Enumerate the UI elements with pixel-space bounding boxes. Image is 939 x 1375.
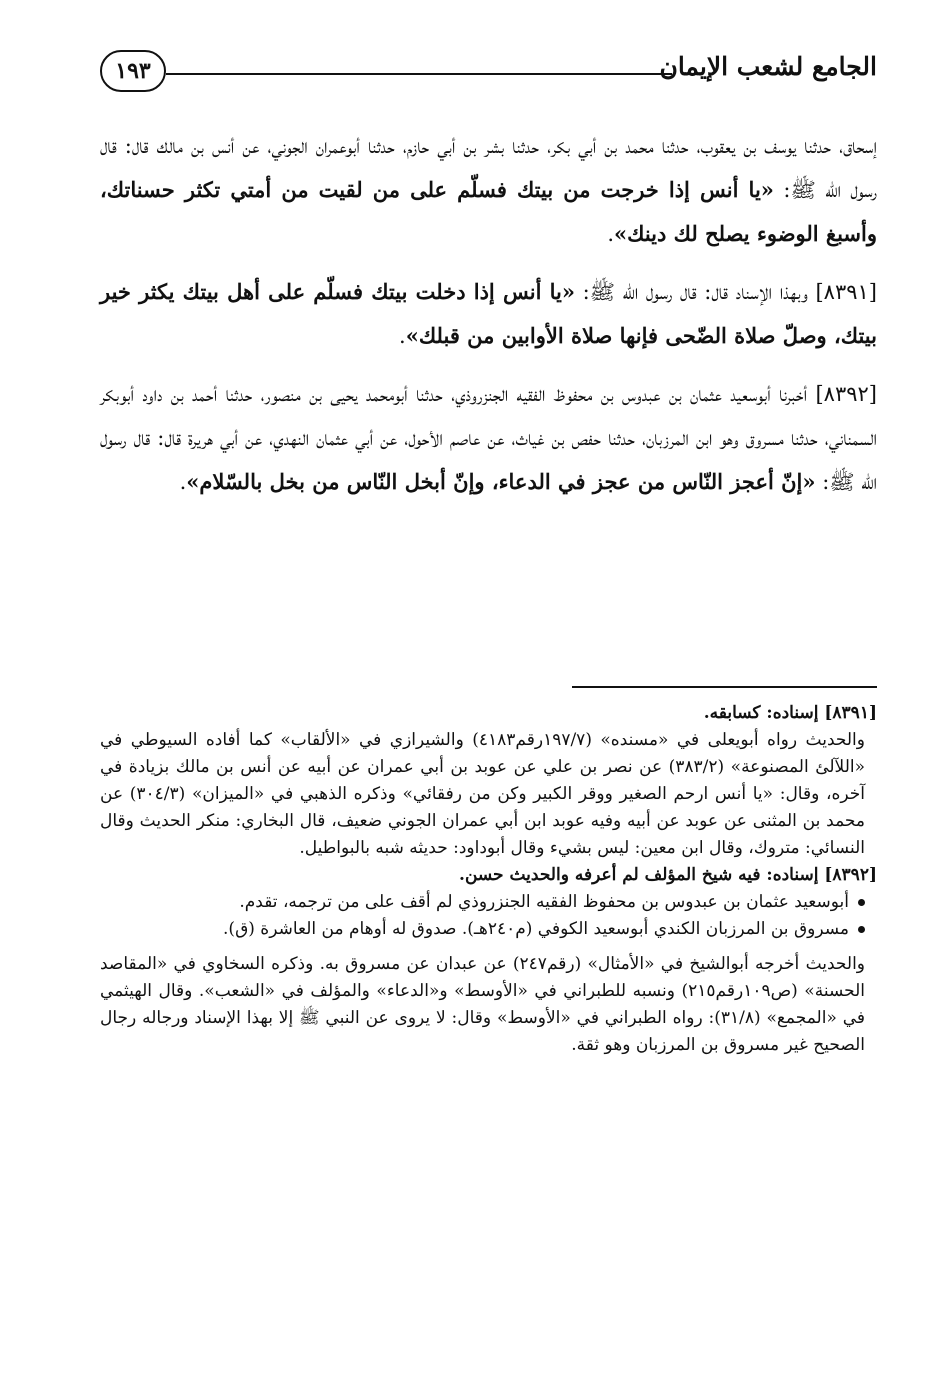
page-header: [100, 42, 877, 102]
footnote-8392-head: [100, 862, 877, 889]
narrator-item: [100, 916, 863, 943]
hadith-8392: [100, 372, 877, 504]
bullet-icon: [858, 926, 865, 933]
punctuation: .: [399, 324, 406, 348]
page-number: ١٩٣: [100, 50, 166, 92]
punctuation: .: [607, 222, 615, 246]
hadith-number: [٨٣٩١]: [815, 280, 877, 304]
punctuation: .: [179, 470, 187, 494]
hadith-matn: «إنّ أعجز النّاس من عجز في الدعاء، وإنّ أبخل النّاس من بخل بالسّلام»: [186, 469, 816, 494]
hadith-matn: «يا أنس إذا خرجت من بيتك فسلّم على من لقيت من أمتي تكثر حسناتك، وأسبغ الوضوء يصلح لك دينك»: [100, 177, 877, 246]
hadith-matn: «يا أنس إذا دخلت بيتك فسلّم على أهل بيتك يكثر خير بيتك، وصلّ صلاة الضّحى فإنها صلاة الأوابين من قبلك»: [100, 279, 877, 348]
main-text: [100, 124, 877, 518]
bullet-icon: [858, 899, 865, 906]
narrator-list: [100, 889, 877, 943]
footnote-8392-body: والحديث أخرجه أبوالشيخ في «الأمثال» (رقم٢٤٧) عن عبدان عن مسروق به. وذكره السخاوي في «المقاصد الحسنة» (ص١٠٩رقم٢١٥) ونسبه للطبراني في «الأوسط» و«الدعاء» والمؤلف في «الشعب». وقال الهيثمي في «المجمع» (٣١/٨): رواه الطبراني في «الأوسط» وقال: لا يروى عن النبي ﷺ إلا بهذا الإسناد ورجاله رجال الصحيح غير مسروق بن المرزبان وهو ثقة.: [100, 954, 866, 1055]
footnote-heading: [٨٣٩١] إسناده: كسابقه.: [703, 703, 877, 723]
narrator-text: مسروق بن المرزبان الكندي أبوسعيد الكوفي (م٢٤٠هـ). صدوق له أوهام من العاشرة (ق).: [223, 919, 849, 939]
isnad-text: وبهذا الإسناد قال: قال رسول الله ﷺ:: [575, 280, 816, 304]
footnote-8391-body: والحديث رواه أبويعلى في «مسنده» (١٩٧/٧رقم٤١٨٣) والشيرازي في «الألقاب» كما أفاده السيوطي في «اللآلئ المصنوعة» (٣٨٣/٢) عن نصر بن علي عن عوبد بن أبي عمران عن أبيه عن أنس بن مالك بزيادة في آخره، وقال: «يا أنس ارحم الصغير ووقر الكبير وكن من رفقائي» وذكره الذهبي في «الميزان» (٣٠٤/٣) عن محمد بن المثنى عن عوبد عن أبيه وفيه عوبد ابن أبي عمران الجوني ضعيف، قال البخاري: منكر الحديث وقال النسائي: متروك، وقال ابن معين: ليس بشيء وقال أبوداود: حديثه شبه بالبواطيل.: [100, 730, 866, 858]
footnote-heading: [٨٣٩٢] إسناده: فيه شيخ المؤلف لم أعرفه والحديث حسن.: [459, 865, 877, 885]
paragraph-continuation: [100, 124, 877, 256]
running-title: الجامع لشعب الإيمان: [659, 52, 877, 81]
header-rule: [166, 73, 672, 75]
narrator-item: [100, 889, 863, 916]
footnotes: [100, 700, 877, 1059]
hadith-8391: [100, 270, 877, 358]
hadith-number: [٨٣٩٢]: [815, 382, 877, 406]
footnote-8391-head: [100, 700, 877, 727]
narrator-text: أبوسعيد عثمان بن عبدوس بن محفوظ الفقيه الجنزروذي لم أقف على من ترجمه، تقدم.: [239, 892, 849, 912]
footnote-separator: [572, 686, 877, 688]
isnad-text: إسحاق، حدثنا يوسف بن يعقوب، حدثنا محمد بن أبي بكر، حدثنا بشر بن أبي حازم، حدثنا أبوعمران الجوني، عن أنس بن مالك قال: قال رسول الله ﷺ:: [100, 134, 878, 202]
isnad-text: أخبرنا أبوسعيد عثمان بن عبدوس بن محفوظ الفقيه الجنزروذي، حدثنا أبومحمد يحيى بن منصور، حدثنا أحمد بن داود أبوبكر السمناني، حدثنا مسروق وهو ابن المرزبان، حدثنا حفص بن غياث، عن عاصم الأحول، عن أبي عثمان النهدي، عن أبي هريرة قال: قال رسول الله ﷺ:: [100, 382, 877, 494]
